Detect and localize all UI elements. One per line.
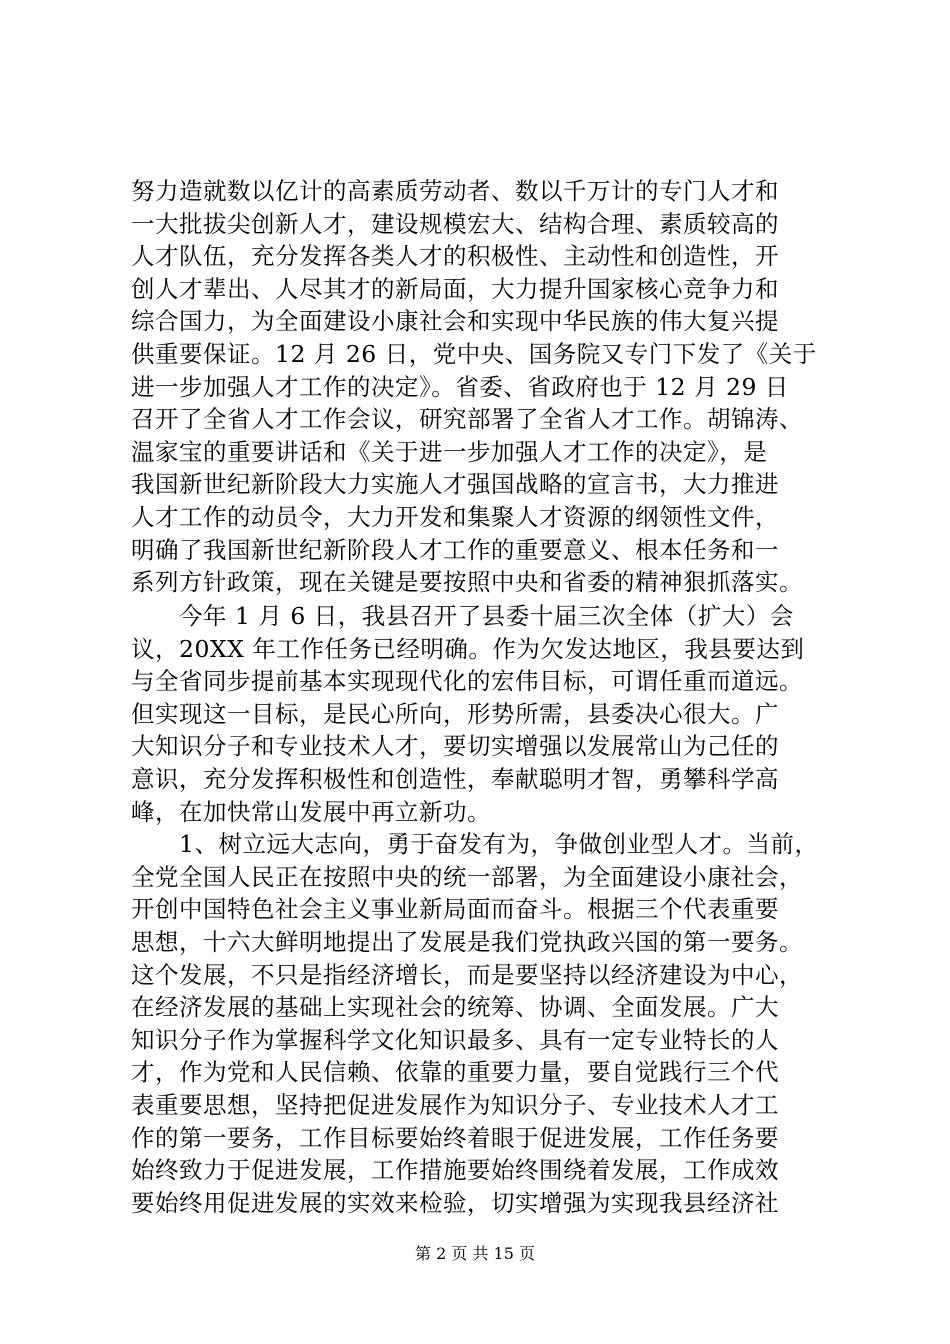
text-line: 全党全国人民正在按照中央的统一部署，为全面建设小康社会， <box>131 862 803 891</box>
text-line: 议，20XX 年工作任务已经明确。作为欠发达地区，我县要达到 <box>131 634 805 663</box>
text-line: 1、树立远大志向，勇于奋发有为，争做创业型人才。当前， <box>131 830 819 859</box>
text-line: 人才队伍，充分发挥各类人才的积极性、主动性和创造性，开 <box>131 242 779 271</box>
text-line: 明确了我国新世纪新阶段人才工作的重要意义、根本任务和一 <box>131 535 779 564</box>
text-line: 作的第一要务，工作目标要始终着眼于促进发展，工作任务要 <box>131 1123 779 1152</box>
text-line: 温家宝的重要讲话和《关于进一步加强人才工作的决定》，是 <box>131 437 768 466</box>
text-line: 人才工作的动员令，大力开发和集聚人才资源的纲领性文件， <box>131 502 779 531</box>
text-line: 知识分子作为掌握科学文化知识最多、具有一定专业特长的人 <box>131 1025 779 1054</box>
text-line: 大知识分子和专业技术人才，要切实增强以发展常山为己任的 <box>131 732 779 761</box>
text-line: 始终致力于促进发展，工作措施要始终围绕着发展，工作成效 <box>131 1156 779 1185</box>
text-line: 在经济发展的基础上实现社会的统筹、协调、全面发展。广大 <box>131 993 779 1022</box>
text-line: 系列方针政策，现在关键是要按照中央和省委的精神狠抓落实。 <box>131 568 803 597</box>
text-line: 我国新世纪新阶段大力实施人才强国战略的宣言书，大力推进 <box>131 470 779 499</box>
page-number-footer: 第 2 页 共 15 页 <box>415 1244 535 1263</box>
text-line: 思想，十六大鲜明地提出了发展是我们党执政兴国的第一要务。 <box>131 927 803 956</box>
text-line: 开创中国特色社会主义事业新局面而奋斗。根据三个代表重要 <box>131 895 779 924</box>
paragraph-county-meeting <box>131 600 831 1219</box>
text-line: 综合国力，为全面建设小康社会和实现中华民族的伟大复兴提 <box>131 307 779 336</box>
text-line: 与全省同步提前基本实现现代化的宏伟目标，可谓任重而道远。 <box>131 667 803 696</box>
text-line: 一大批拔尖创新人才，建设规模宏大、结构合理、素质较高的 <box>131 209 779 238</box>
text-line: 意识，充分发挥积极性和创造性，奉献聪明才智，勇攀科学高 <box>131 764 779 793</box>
text-line: 要始终用促进发展的实效来检验，切实增强为实现我县经济社 <box>131 1188 779 1217</box>
text-line: 峰，在加快常山发展中再立新功。 <box>131 797 491 826</box>
paragraph-talent-policy <box>131 175 831 599</box>
text-line: 努力造就数以亿计的高素质劳动者、数以千万计的专门人才和 <box>131 177 779 205</box>
text-line: 但实现这一目标，是民心所向，形势所需，县委决心很大。广 <box>131 699 779 728</box>
text-line: 今年 1 月 6 日，我县召开了县委十届三次全体（扩大）会 <box>131 602 794 630</box>
text-line: 召开了全省人才工作会议，研究部署了全省人才工作。胡锦涛、 <box>131 405 803 434</box>
text-line: 进一步加强人才工作的决定》。省委、省政府也于 12 月 29 日 <box>131 372 789 401</box>
text-line: 这个发展，不只是指经济增长，而是要坚持以经济建设为中心， <box>131 960 803 989</box>
text-line: 才，作为党和人民信赖、依靠的重要力量，要自觉践行三个代 <box>131 1058 779 1087</box>
text-line: 表重要思想，坚持把促进发展作为知识分子、专业技术人才工 <box>131 1090 779 1119</box>
text-line: 创人才辈出、人尽其才的新局面，大力提升国家核心竞争力和 <box>131 274 779 303</box>
text-line: 供重要保证。12 月 26 日，党中央、国务院又专门下发了《关于 <box>131 339 817 368</box>
